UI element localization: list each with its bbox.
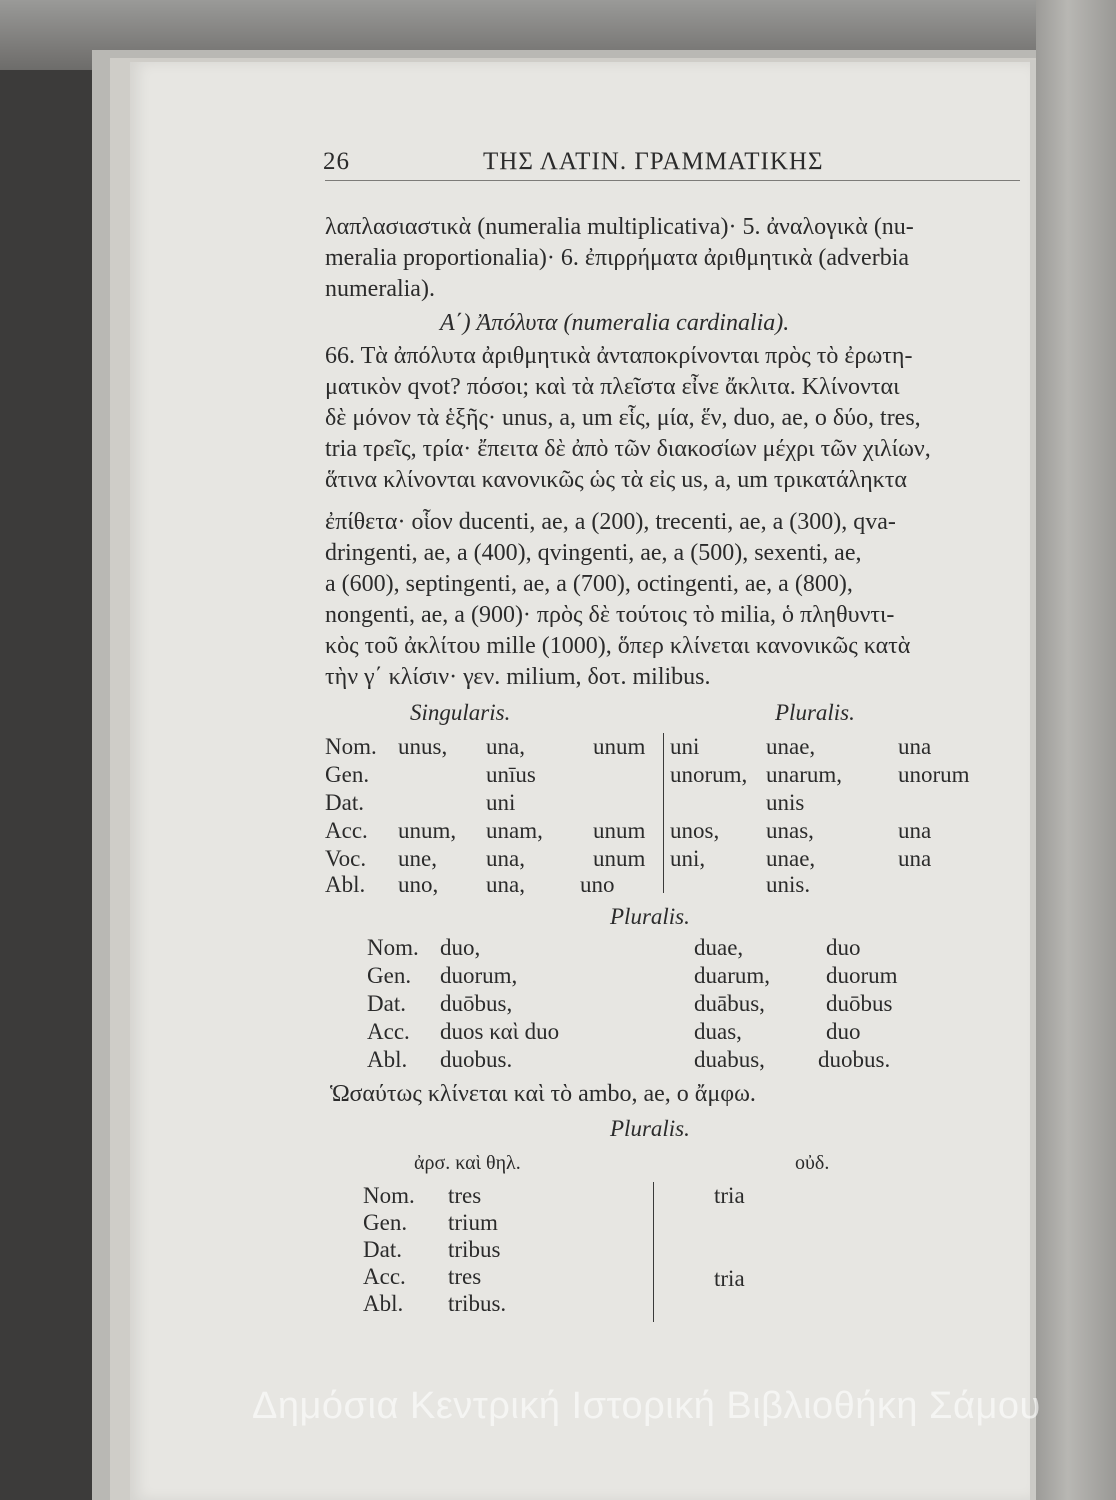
- library-watermark: Δημόσια Κεντρική Ιστορική Βιβλιοθήκη Σάμου: [252, 1385, 1041, 1427]
- table2-heading: Pluralis.: [610, 904, 690, 929]
- masc-fem-cell: trium: [448, 1210, 498, 1235]
- table1-heading-plural: Pluralis.: [775, 700, 855, 725]
- case-label: Nom.: [363, 1183, 415, 1208]
- case-label: Abl.: [367, 1047, 408, 1072]
- case-label: Nom.: [325, 734, 377, 759]
- paragraph-line: nongenti, ae, a (900)· πρὸς δὲ τούτοις τὸ milia, ὁ πληθυντι-: [325, 602, 895, 628]
- pl-fem-cell: unis.: [766, 872, 811, 897]
- running-header: [323, 148, 1023, 184]
- neut-cell: duōbus: [826, 991, 893, 1016]
- sg-neut-cell: unum: [593, 846, 646, 871]
- table3-divider: [653, 1182, 654, 1322]
- masc-cell: duorum,: [440, 963, 518, 988]
- paragraph-line: a (600), septingenti, ae, a (700), octingenti, ae, a (800),: [325, 571, 853, 597]
- case-label: Dat.: [367, 991, 406, 1016]
- pl-neut-cell: una: [898, 818, 932, 843]
- sg-fem-cell: unam,: [486, 818, 543, 843]
- neut-cell: duo: [826, 1019, 861, 1044]
- sg-neut-cell: unum: [593, 734, 646, 759]
- sg-neut-cell: uno: [580, 872, 615, 897]
- paragraph-line: κὸς τοῦ ἀκλίτου mille (1000), ὅπερ κλίνεται κανονικῶς κατὰ: [325, 633, 911, 659]
- ambo-line: Ὡσαύτως κλίνεται καὶ τὸ ambo, ae, o ἄμφω.: [330, 1081, 756, 1107]
- pl-masc-cell: uni,: [670, 846, 706, 871]
- paragraph-line: dringenti, ae, a (400), qvingenti, ae, a (500), sexenti, ae,: [325, 540, 862, 566]
- neut-nom-cell: tria: [714, 1183, 745, 1208]
- fem-cell: duae,: [694, 935, 744, 960]
- case-label: Dat.: [363, 1237, 402, 1262]
- sg-masc-cell: unum,: [398, 818, 457, 843]
- masc-cell: duōbus,: [440, 991, 513, 1016]
- pl-masc-cell: unos,: [670, 818, 720, 843]
- book-page: [130, 62, 1030, 1500]
- sg-fem-cell: una,: [486, 846, 525, 871]
- pl-masc-cell: uni: [670, 734, 700, 759]
- case-label: Dat.: [325, 790, 364, 815]
- paragraph-line: ματικὸν qvot? πόσοι; καὶ τὰ πλεῖστα εἶνε ἄκλιτα. Κλίνονται: [325, 374, 900, 400]
- sg-neut-cell: unum: [593, 818, 646, 843]
- case-label: Abl.: [325, 872, 366, 897]
- pl-neut-cell: unorum: [898, 762, 970, 787]
- masc-fem-header: ἀρσ. καὶ θηλ.: [414, 1152, 521, 1174]
- case-label: Acc.: [367, 1019, 410, 1044]
- body-line: meralia proportionalia)· 6. ἐπιρρήματα ἀριθμητικὰ (adverbia: [325, 245, 910, 271]
- neut-cell: duo: [826, 935, 861, 960]
- sg-masc-cell: une,: [398, 846, 437, 871]
- page-number: 26: [323, 148, 350, 175]
- pl-masc-cell: unorum,: [670, 762, 748, 787]
- table1-heading-singular: Singularis.: [410, 700, 511, 725]
- fem-cell: duābus,: [694, 991, 765, 1016]
- case-label: Gen.: [367, 963, 412, 988]
- masc-cell: duobus.: [440, 1047, 513, 1072]
- masc-fem-cell: tribus: [448, 1237, 501, 1262]
- pl-fem-cell: unas,: [766, 818, 814, 843]
- pl-fem-cell: unae,: [766, 846, 816, 871]
- case-label: Gen.: [363, 1210, 408, 1235]
- masc-fem-cell: tres: [448, 1264, 482, 1289]
- masc-cell: duo,: [440, 935, 481, 960]
- pl-fem-cell: unis: [766, 790, 805, 815]
- neut-cell: duobus.: [818, 1047, 891, 1072]
- paragraph-line: ἅτινα κλίνονται κανονικῶς ὡς τὰ εἰς us, a, um τρικατάληκτα: [325, 467, 907, 493]
- table3-heading: Pluralis.: [610, 1116, 690, 1141]
- case-label: Acc.: [363, 1264, 406, 1289]
- paragraph-line: ἐπίθετα· οἷον ducenti, ae, a (200), trecenti, ae, a (300), qva-: [325, 509, 896, 535]
- sg-fem-cell: uni: [486, 790, 516, 815]
- body-line: numeralia).: [325, 276, 435, 302]
- neut-cell: duorum: [826, 963, 898, 988]
- masc-cell: duos καὶ duo: [440, 1019, 560, 1044]
- neut-header: οὐδ.: [795, 1152, 830, 1174]
- fem-cell: duas,: [694, 1019, 742, 1044]
- paragraph-line: 66. Τὰ ἀπόλυτα ἀριθμητικὰ ἀνταποκρίνονται πρὸς τὸ ἐρωτη-: [325, 343, 913, 369]
- fem-cell: duabus,: [694, 1047, 765, 1072]
- case-label: Abl.: [363, 1291, 404, 1316]
- masc-fem-cell: tres: [448, 1183, 482, 1208]
- case-label: Nom.: [367, 935, 419, 960]
- body-line: λαπλασιαστικὰ (numeralia multiplicativa)· 5. ἀναλογικὰ (nu-: [325, 214, 914, 240]
- header-rule: [325, 180, 1020, 181]
- pl-fem-cell: unae,: [766, 734, 816, 759]
- paragraph-line: tria τρεῖς, τρία· ἔπειτα δὲ ἀπὸ τῶν διακοσίων μέχρι τῶν χιλίων,: [325, 436, 931, 462]
- pl-fem-cell: unarum,: [766, 762, 843, 787]
- masc-fem-cell: tribus.: [448, 1291, 507, 1316]
- scan-background-right: [1036, 0, 1116, 1500]
- section-heading: Α΄) Ἀπόλυτα (numeralia cardinalia).: [440, 310, 790, 336]
- sg-masc-cell: unus,: [398, 734, 448, 759]
- pl-neut-cell: una: [898, 846, 932, 871]
- neut-acc-cell: tria: [714, 1266, 745, 1291]
- pl-neut-cell: una: [898, 734, 932, 759]
- sg-fem-cell: una,: [486, 734, 525, 759]
- case-label: Acc.: [325, 818, 368, 843]
- paragraph-line: δὲ μόνον τὰ ἑξῆς· unus, a, um εἷς, μία, ἕν, duo, ae, o δύο, tres,: [325, 405, 921, 431]
- table1-divider: [663, 733, 664, 893]
- sg-fem-cell: una,: [486, 872, 525, 897]
- running-title: ΤΗΣ ΛΑΤΙΝ. ΓΡΑΜΜΑΤΙΚΗΣ: [483, 148, 824, 175]
- case-label: Gen.: [325, 762, 370, 787]
- paragraph-line: τὴν γ΄ κλίσιν· γεν. milium, δοτ. milibus.: [325, 664, 711, 690]
- sg-fem-cell: unīus: [486, 762, 536, 787]
- sg-masc-cell: uno,: [398, 872, 439, 897]
- fem-cell: duarum,: [694, 963, 771, 988]
- case-label: Voc.: [325, 846, 367, 871]
